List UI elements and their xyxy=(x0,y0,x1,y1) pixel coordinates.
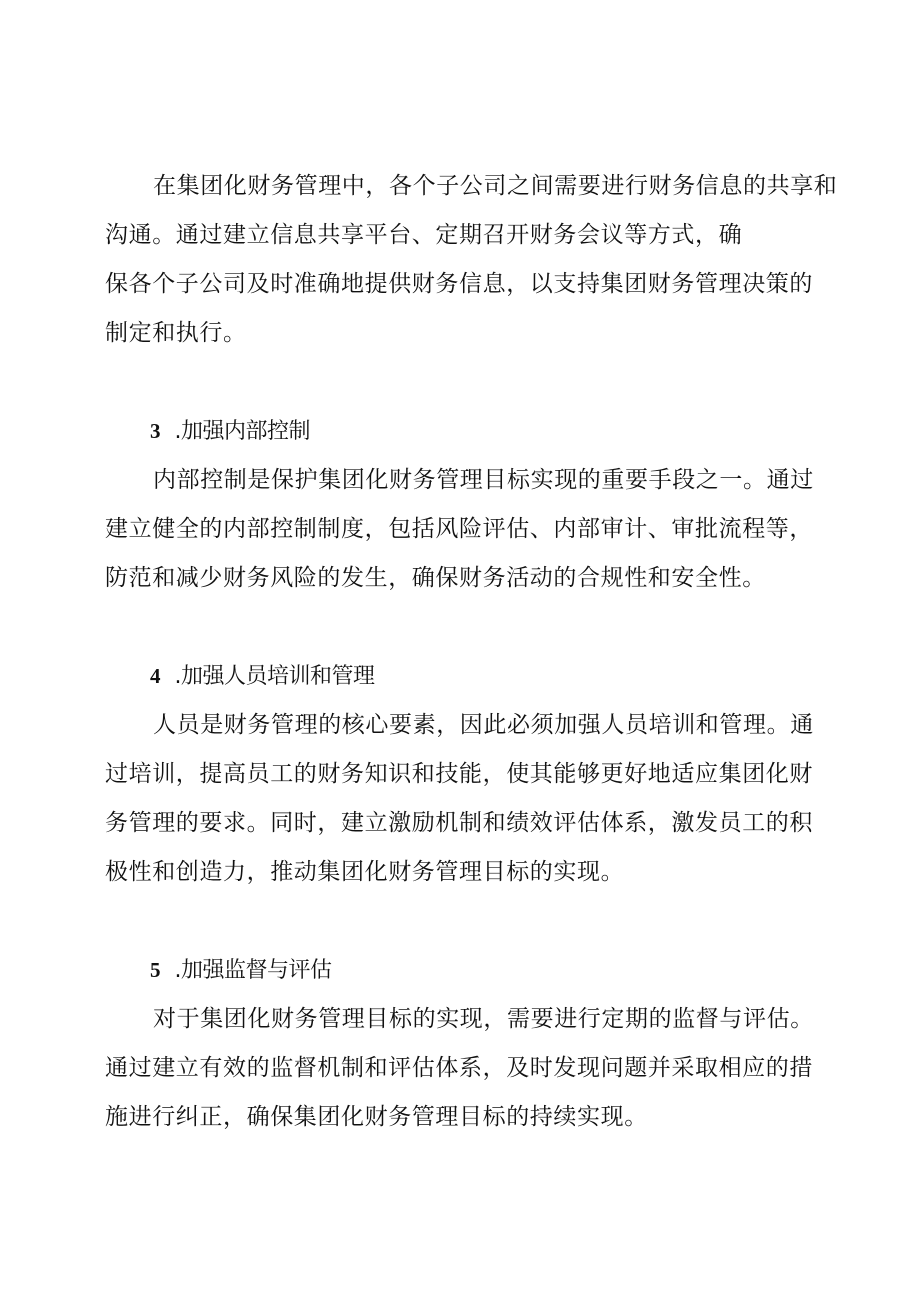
paragraph-line: 极性和创造力，推动集团化财务管理目标的实现。 xyxy=(105,859,625,885)
paragraph-line: 防范和减少财务风险的发生，确保财务活动的合规性和安全性。 xyxy=(105,565,766,591)
section-heading-5 xyxy=(150,955,332,986)
section-number: 5 xyxy=(150,958,161,982)
paragraph-line: 人员是财务管理的核心要素，因此必须加强人员培训和管理。通 xyxy=(153,712,814,738)
section-title: .加强内部控制 xyxy=(174,419,310,444)
paragraph-line: 过培训，提高员工的财务知识和技能，使其能够更好地适应集团化财 xyxy=(105,761,813,787)
section-heading-4 xyxy=(150,661,375,692)
section-heading-3 xyxy=(150,416,310,447)
paragraph-line: 沟通。通过建立信息共享平台、定期召开财务会议等方式，确 xyxy=(105,222,743,248)
paragraph-line: 在集团化财务管理中，各个子公司之间需要进行财务信息的共享和 xyxy=(153,173,838,199)
paragraph-line: 务管理的要求。同时，建立激励机制和绩效评估体系，激发员工的积 xyxy=(105,810,813,836)
paragraph-line: 建立健全的内部控制制度，包括风险评估、内部审计、审批流程等， xyxy=(105,516,813,542)
paragraph-line: 对于集团化财务管理目标的实现，需要进行定期的监督与评估。 xyxy=(153,1006,814,1032)
section-title: .加强人员培训和管理 xyxy=(174,664,375,689)
paragraph-line: 保各个子公司及时准确地提供财务信息，以支持集团财务管理决策的 xyxy=(105,271,813,297)
paragraph-line: 施进行纠正，确保集团化财务管理目标的持续实现。 xyxy=(105,1104,648,1130)
section-number: 4 xyxy=(150,664,161,688)
paragraph-line: 通过建立有效的监督机制和评估体系，及时发现问题并采取相应的措 xyxy=(105,1055,813,1081)
paragraph-line: 内部控制是保护集团化财务管理目标实现的重要手段之一。通过 xyxy=(153,467,814,493)
section-title: .加强监督与评估 xyxy=(174,958,332,983)
paragraph-line: 制定和执行。 xyxy=(105,320,247,346)
section-number: 3 xyxy=(150,419,161,443)
